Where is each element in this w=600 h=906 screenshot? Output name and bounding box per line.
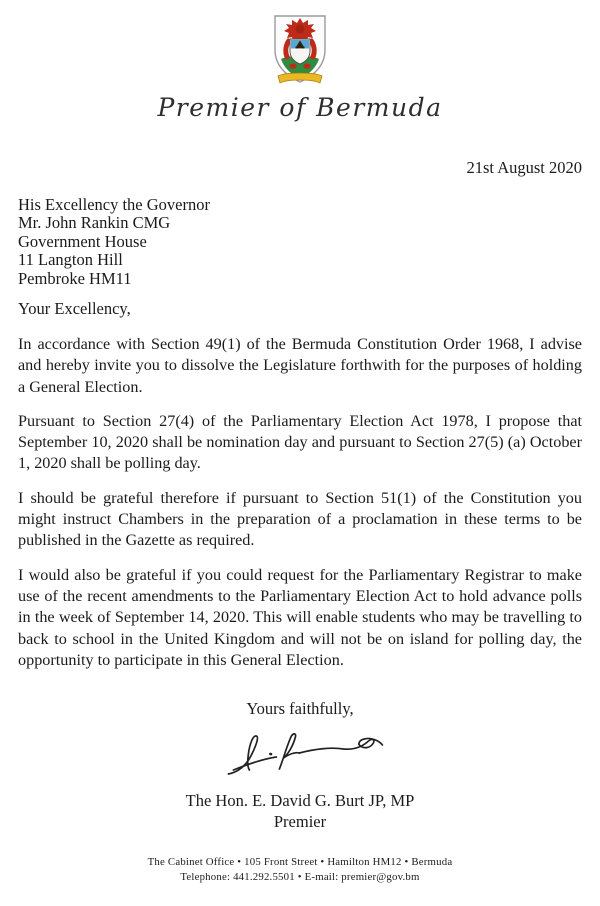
address-line: Government House (18, 231, 147, 251)
letterhead (0, 14, 600, 122)
bermuda-crest-icon (268, 14, 332, 88)
address-line: His Excellency the Governor (18, 195, 210, 214)
letter-body (18, 299, 582, 684)
letter-paragraph: I would also be grateful if you could request for the Parliamentary Registrar to make use of the recent amendments to the Parliamentary Election Act to hold advance polls in the week of September 14, 2020. This will enable students who may be travelling to back to school in the United Kingdom and will not be on island for polling day, the opportunity to participate in this General Election. (18, 565, 582, 669)
letterhead-title: Premier of Bermuda (157, 93, 443, 122)
signatory-title: Premier (273, 812, 327, 831)
letter-date: 21st August 2020 (466, 158, 582, 177)
signature-icon (218, 724, 388, 782)
address-line: Mr. John Rankin CMG (18, 213, 171, 233)
address-line: Pembroke HM11 (18, 268, 132, 288)
salutation: Your Excellency, (18, 299, 131, 318)
footer-address-line: The Cabinet Office • 105 Front Street • Hamilton HM12 • Bermuda (147, 856, 453, 868)
letter-paragraph: Pursuant to Section 27(4) of the Parliamentary Election Act 1978, I propose that September 10, 2020 shall be nomination day and pursuant to Section 27(5) (a) October 1, 2020 shall be polling day. (18, 411, 582, 473)
letter-footer (0, 855, 600, 885)
signatory-name: The Hon. E. David G. Burt JP, MP (185, 791, 415, 810)
footer-contact-line: Telephone: 441.292.5501 • E-mail: premier@gov.bm (180, 871, 420, 883)
letter-paragraph: In accordance with Section 49(1) of the Bermuda Constitution Order 1968, I advise and hereby invite you to dissolve the Legislature forthwith for the purposes of holding a General Election. (18, 335, 582, 396)
valediction: Yours faithfully, (246, 699, 354, 718)
address-line: 11 Langton Hill (18, 250, 123, 270)
letter-paragraph: I should be grateful therefore if pursuant to Section 51(1) of the Constitution you might instruct Chambers in the preparation of a proclamation in these terms to be published in the Gazette as required. (18, 488, 582, 550)
recipient-address (18, 196, 210, 288)
